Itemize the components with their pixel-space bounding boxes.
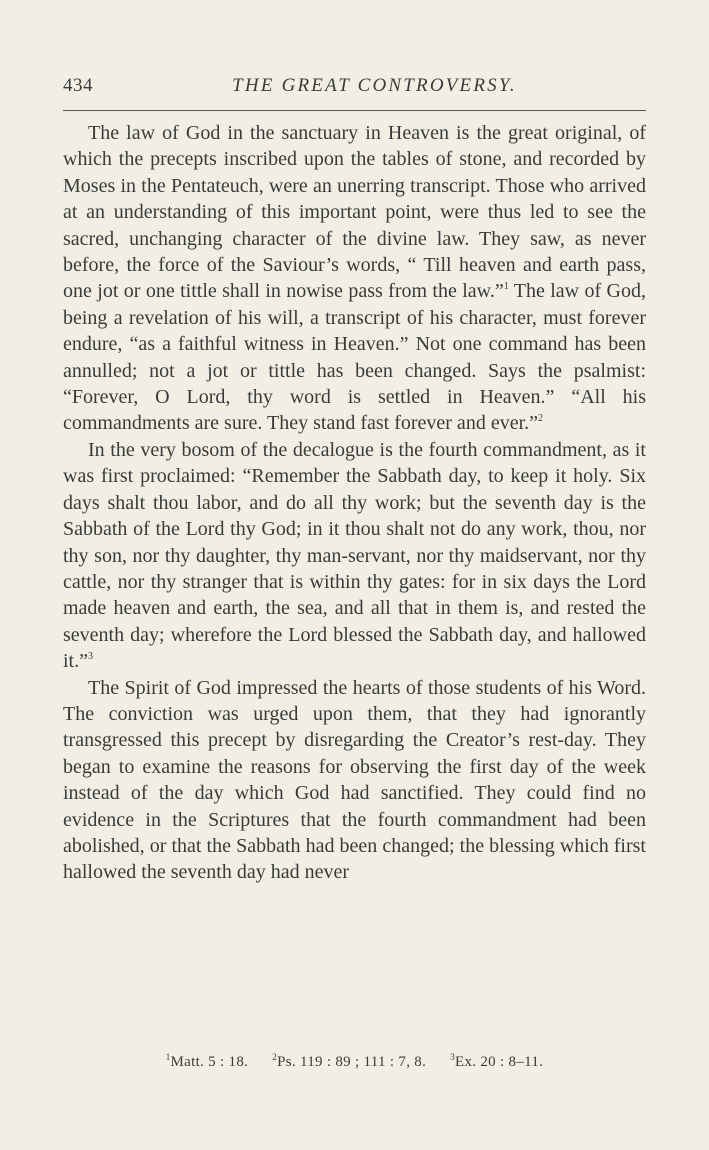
footnote-3 [450, 1054, 543, 1071]
page-header [63, 75, 646, 103]
paragraph-1 [63, 120, 646, 437]
footnote-3-text: Ex. 20 : 8–11. [455, 1054, 544, 1070]
footnote-1-text: Matt. 5 : 18. [170, 1054, 249, 1070]
footnote-ref-2: 2 [538, 413, 543, 425]
paragraph-2-text: In the very bosom of the decalogue is the fourth commandment, as it was first proclaimed: “Remember the Sabbath day, to keep it holy. Six days shalt thou labor, and do all thy work; but the seventh day is the Sabbath of the Lord thy God; in it thou shalt not do any work, thou, nor thy son, nor thy daughter, thy man-servant, nor thy maidservant, nor thy cattle, nor thy stranger that is within thy gates: for in six days the Lord made heaven and earth, the sea, and all that in them is, and rested the seventh day; wherefore the Lord blessed the Sabbath day, and hallowed it.” [63, 438, 646, 673]
footnotes [63, 1054, 646, 1071]
footnote-2 [272, 1054, 426, 1071]
paragraph-1-text-b: The law of God, being a revelation of his will, a transcript of his character, must forever endure, “as a faithful witness in Heaven.” Not one command has been annulled; not a jot or tittle has been changed. Says the psalmist: “Forever, O Lord, thy word is settled in Heaven.” “All his commandments are sure. They stand fast forever and ever.” [63, 280, 647, 435]
paragraph-2 [63, 437, 646, 675]
footnote-2-text: Ps. 119 : 89 ; 111 : 7, 8. [277, 1054, 427, 1070]
paragraph-3-text: The Spirit of God impressed the hearts of those students of his Word. The conviction was urged upon them, that they had ignorantly transgressed this precept by disregarding the Creator’s rest-day. They began to examine the reasons for observing the first day of the week instead of the day which God had sanctified. They could find no evidence in the Scriptures that the fourth commandment had been abolished, or that the Sabbath had been changed; the blessing which first hallowed the seventh day had never [63, 676, 646, 884]
header-rule [63, 110, 646, 111]
running-title: THE GREAT CONTROVERSY. [232, 75, 517, 96]
page-number: 434 [63, 75, 93, 96]
footnote-3-marker: 3 [450, 1052, 456, 1062]
paragraph-1-text-a: The law of God in the sanctuary in Heaven is the great original, of which the precepts inscribed upon the tables of stone, and recorded by Moses in the Pentateuch, were an unerring transcript. Those who arrived at an understanding of this important point, were thus led to see the sacred, unchanging character of the divine law. They saw, as never before, the force of the Saviour’s words, “ Till heaven and earth pass, one jot or one tittle shall in nowise pass from the law.” [63, 122, 646, 303]
paragraph-3 [63, 675, 646, 886]
footnote-1 [166, 1054, 248, 1071]
body-text [63, 120, 646, 886]
footnote-ref-1: 1 [503, 281, 509, 293]
footnote-2-marker: 2 [272, 1052, 278, 1062]
footnote-ref-3: 3 [88, 651, 93, 663]
footnote-1-marker: 1 [165, 1052, 171, 1062]
